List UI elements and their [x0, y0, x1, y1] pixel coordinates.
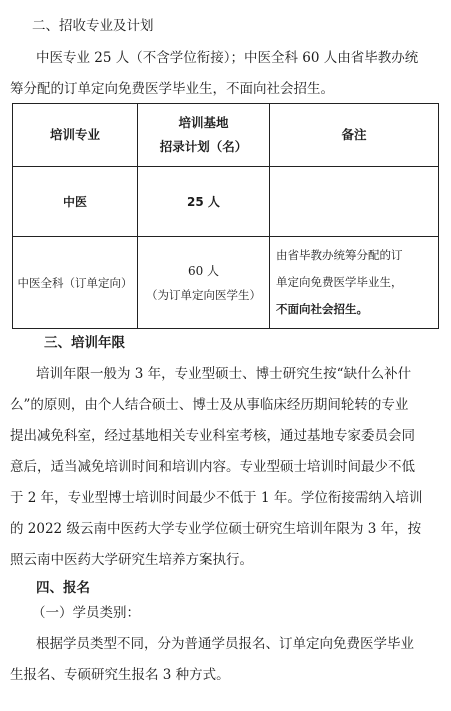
header-plan [138, 104, 270, 167]
cell-note-line-2: 单定向免费医学毕业生， [276, 275, 403, 289]
cell-note [270, 237, 439, 329]
header-note: 备注 [270, 104, 439, 167]
section-4-line-2: 生报名、专硕研究生报名 3 种方式。 [10, 667, 230, 683]
header-plan-line-2: 招录计划（名） [159, 139, 248, 154]
cell-note-empty [270, 167, 439, 237]
cell-note-bold: 不面向社会招生。 [276, 302, 368, 316]
header-major: 培训专业 [13, 104, 138, 167]
section-3-line-2: 么”的原则，由个人结合硕士、博士及从事临床经历期间轮转的专业 [10, 397, 409, 413]
enrollment-plan-table [12, 103, 439, 329]
cell-plan-line-1: 60 人 [187, 263, 220, 278]
section-3-line-6: 的 2022 级云南中医药大学专业学位硕士研究生培训年限为 3 年，按 [10, 521, 422, 537]
section-2-heading: 二、招收专业及计划 [32, 18, 154, 34]
section-4-sub-heading: （一）学员类别： [32, 605, 140, 621]
cell-plan-line-2: （为订单定向医学生） [146, 287, 261, 302]
table-header-row [13, 104, 439, 167]
section-3-line-4: 意后，适当减免培训时间和培训内容。专业型硕士培训时间最少不低 [10, 459, 415, 475]
cell-major: 中医 [13, 167, 138, 237]
table-row [13, 167, 439, 237]
section-3-line-1: 培训年限一般为 3 年，专业型硕士、博士研究生按“缺什么补什 [36, 366, 412, 382]
section-3-line-5: 于 2 年，专业型博士培训时间最少不低于 1 年。学位衔接需纳入培训 [10, 490, 423, 506]
header-plan-line-1: 培训基地 [178, 115, 229, 130]
section-3-heading: 三、培训年限 [44, 335, 125, 351]
section-4-heading: 四、报名 [36, 580, 90, 596]
cell-plan: 25 人 [138, 167, 270, 237]
section-4-line-1: 根据学员类型不同，分为普通学员报名、订单定向免费医学毕业 [36, 636, 414, 652]
cell-major: 中医全科（订单定向） [13, 237, 138, 329]
cell-plan [138, 237, 270, 329]
cell-note-line-1: 由省毕教办统筹分配的订 [276, 248, 403, 262]
section-3-line-3: 提出减免科室，经过基地相关专业科室考核，通过基地专家委员会同 [10, 428, 415, 444]
section-3-line-7: 照云南中医药大学研究生培养方案执行。 [10, 552, 253, 568]
table-row [13, 237, 439, 329]
section-2-paragraph-line-2: 筹分配的订单定向免费医学毕业生，不面向社会招生。 [10, 81, 334, 97]
section-2-paragraph-line-1: 中医专业 25 人（不含学位衔接）；中医全科 60 人由省毕教办统 [36, 50, 419, 66]
